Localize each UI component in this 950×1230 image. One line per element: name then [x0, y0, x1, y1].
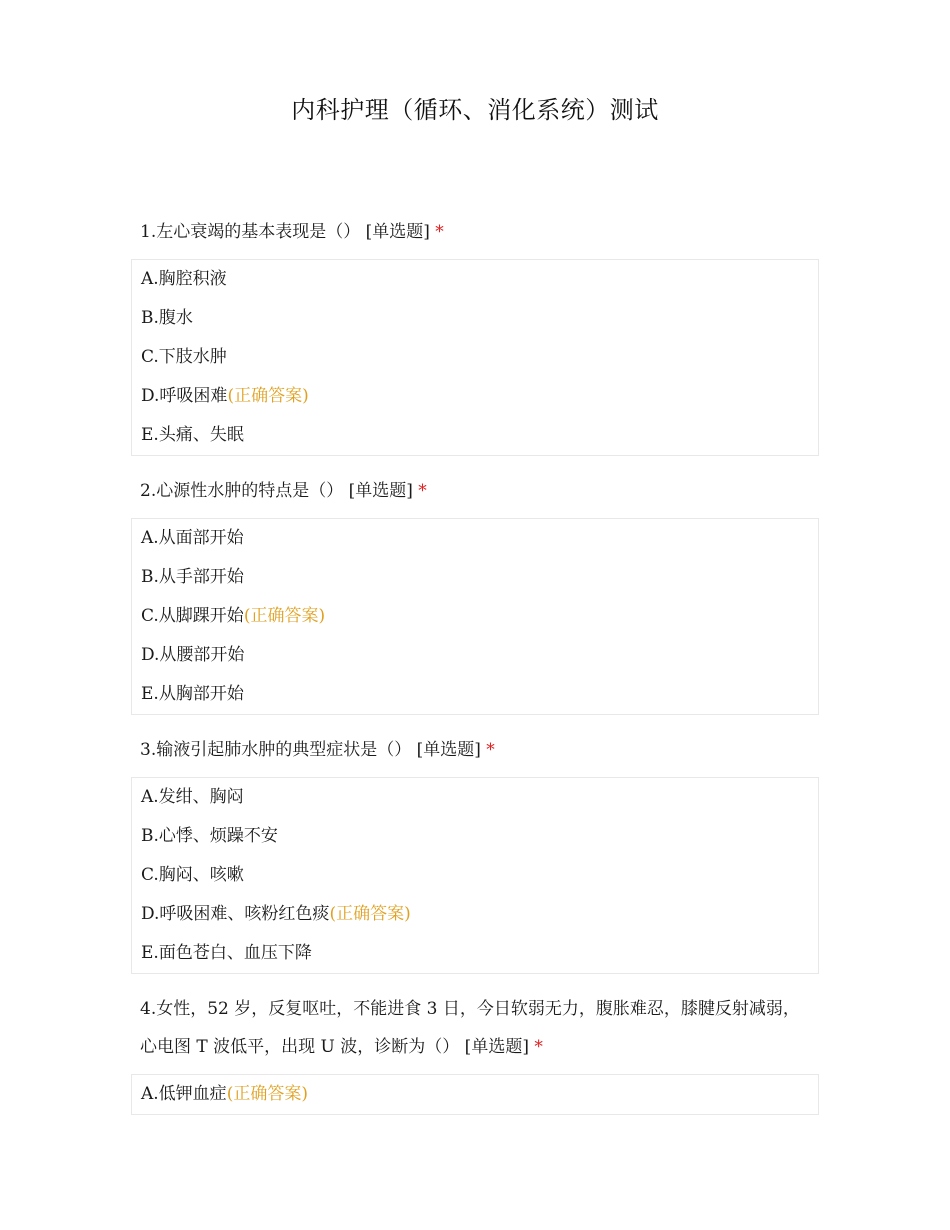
question-text: [131, 731, 819, 769]
option-d[interactable]: [132, 895, 818, 934]
option-a[interactable]: [132, 1075, 818, 1114]
option-c[interactable]: [132, 597, 818, 636]
correct-answer-tag: (正确答案): [329, 904, 411, 924]
option-label: A.低钾血症: [141, 1084, 227, 1104]
option-label: C.胸闷、咳嗽: [141, 865, 244, 885]
question-text: [131, 472, 819, 510]
question-1: [131, 213, 819, 456]
required-mark: *: [534, 1037, 543, 1057]
option-a[interactable]: [132, 519, 818, 558]
option-e[interactable]: [132, 416, 818, 455]
option-label: A.胸腔积液: [141, 269, 227, 289]
option-e[interactable]: [132, 675, 818, 714]
option-d[interactable]: [132, 377, 818, 416]
option-list: [131, 259, 819, 456]
option-label: A.从面部开始: [141, 528, 244, 548]
option-label: D.呼吸困难、咳粉红色痰: [141, 904, 330, 924]
option-d[interactable]: [132, 636, 818, 675]
option-c[interactable]: [132, 856, 818, 895]
question-text: [131, 213, 819, 251]
question-label: 3.输液引起肺水肿的典型症状是（） [单选题]: [140, 740, 487, 760]
option-label: A.发绀、胸闷: [141, 787, 244, 807]
option-label: E.面色苍白、血压下降: [141, 943, 312, 963]
option-b[interactable]: [132, 299, 818, 338]
option-a[interactable]: [132, 778, 818, 817]
option-b[interactable]: [132, 558, 818, 597]
required-mark: *: [418, 481, 427, 501]
option-list: [131, 1074, 819, 1115]
correct-answer-tag: (正确答案): [243, 606, 326, 626]
question-label: 2.心源性水肿的特点是（） [单选题]: [140, 481, 419, 501]
option-label: B.从手部开始: [141, 567, 244, 587]
option-a[interactable]: [132, 260, 818, 299]
option-label: B.腹水: [141, 308, 193, 328]
option-label: B.心悸、烦躁不安: [141, 826, 278, 846]
option-label: D.呼吸困难: [141, 386, 228, 406]
required-mark: *: [486, 740, 495, 760]
required-mark: *: [435, 222, 444, 242]
question-4: [131, 990, 819, 1115]
question-label: 4.女性，52 岁，反复呕吐，不能进食 3 日，今日软弱无力，腹胀难忍，膝腱反射减弱，心电图 T 波低平，出现 U 波，诊断为（） [单选题]: [140, 999, 800, 1057]
option-b[interactable]: [132, 817, 818, 856]
option-list: [131, 777, 819, 974]
question-text: [131, 990, 819, 1066]
option-label: E.从胸部开始: [141, 684, 244, 704]
question-2: [131, 472, 819, 715]
question-list: [131, 213, 819, 1131]
option-label: C.下肢水肿: [141, 347, 227, 367]
option-label: E.头痛、失眠: [141, 425, 244, 445]
option-label: C.从脚踝开始: [141, 606, 244, 626]
option-e[interactable]: [132, 934, 818, 973]
question-3: [131, 731, 819, 974]
question-label: 1.左心衰竭的基本表现是（） [单选题]: [140, 222, 436, 242]
correct-answer-tag: (正确答案): [226, 1084, 308, 1104]
option-label: D.从腰部开始: [141, 645, 245, 665]
option-list: [131, 518, 819, 715]
option-c[interactable]: [132, 338, 818, 377]
correct-answer-tag: (正确答案): [227, 386, 309, 406]
page-title: 内科护理（循环、消化系统）测试: [291, 96, 659, 124]
